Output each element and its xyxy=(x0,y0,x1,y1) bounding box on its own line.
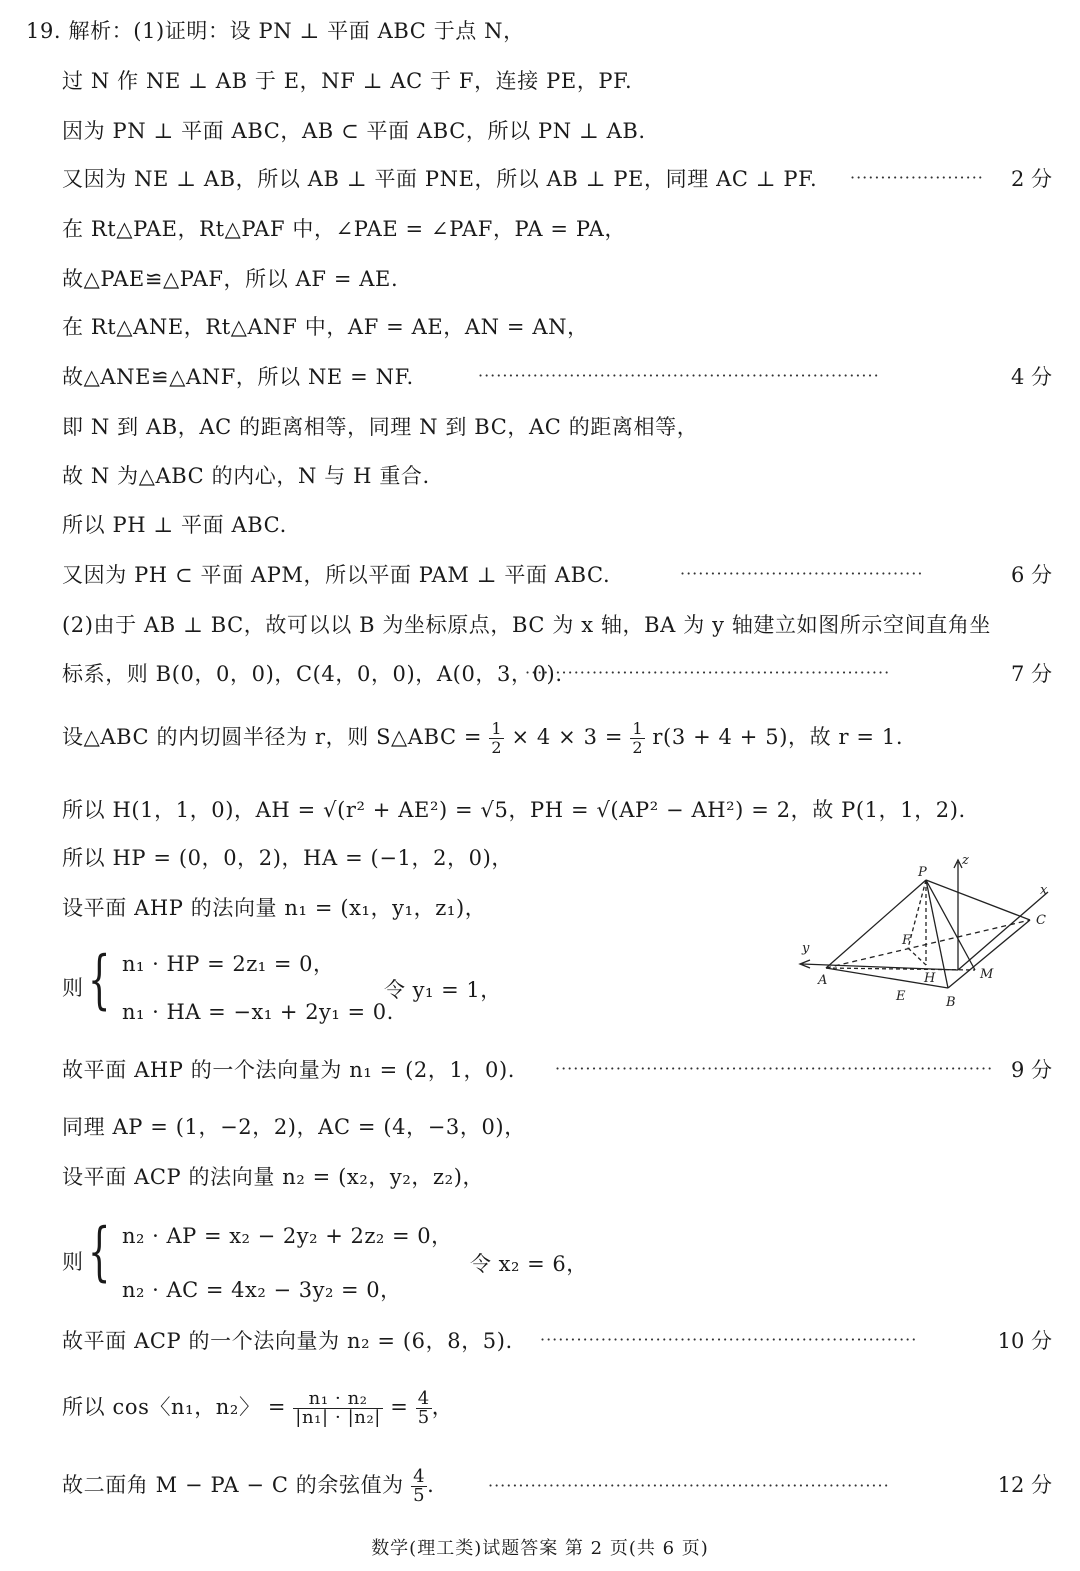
text-line-3: 因为 PN ⊥ 平面 ABC，AB ⊂ 平面 ABC，所以 PN ⊥ AB. xyxy=(62,119,646,143)
leader-dots: ···························································· xyxy=(525,663,891,682)
equals-text: = xyxy=(382,1395,416,1419)
text-line-22: 故平面 ACP 的一个法向量为 n₂ = (6，8，5). xyxy=(62,1329,513,1353)
fraction-numerator: 4 xyxy=(413,1466,426,1487)
equation-system-1 xyxy=(62,940,762,1035)
score-7: 7 分 xyxy=(1010,662,1052,686)
text-line-6: 故△PAE≌△PAF，所以 AF = AE. xyxy=(62,267,399,291)
text-line-10: 故 N 为△ABC 的内心，N 与 H 重合. xyxy=(62,464,430,488)
pyramid-diagram xyxy=(790,850,1060,1025)
text-line-15 xyxy=(62,720,1052,757)
label-h: H xyxy=(924,971,936,986)
equation-2: n₁ · HA = −x₁ + 2y₁ = 0. xyxy=(122,1000,394,1024)
text-line-19: 故平面 AHP 的一个法向量为 n₁ = (2，1，0). xyxy=(62,1058,516,1082)
text-line-16: 所以 H(1，1，0)，AH = √(r² + AE²) = √5，PH = √(AP² − AH²) = 2，故 P(1，1，2). xyxy=(62,798,966,822)
text-line-2: 过 N 作 NE ⊥ AB 于 E，NF ⊥ AC 于 F，连接 PE，PF. xyxy=(62,69,633,93)
fraction-denominator: 2 xyxy=(632,738,644,757)
text-line-17: 所以 HP = (0，0，2)，HA = (−1，2，0)， xyxy=(62,846,514,870)
score-2: 2 分 xyxy=(1010,167,1052,191)
label-x: x xyxy=(1040,883,1048,898)
radius-result-text: r(3 + 4 + 5)，故 r = 1. xyxy=(645,725,904,749)
text-line-21: 设平面 ACP 的法向量 n₂ = (x₂，y₂，z₂)， xyxy=(62,1165,485,1189)
brace-icon: { xyxy=(88,943,111,1017)
text-line-7: 在 Rt△ANE，Rt△ANF 中，AF = AE，AN = AN， xyxy=(62,315,589,339)
equation-1: n₁ · HP = 2z₁ = 0， xyxy=(122,952,335,976)
text-line-13: (2)由于 AB ⊥ BC，故可以以 B 为坐标原点，BC 为 x 轴，BA 为 y 轴建立如图所示空间直角坐 xyxy=(62,613,992,637)
fraction-result xyxy=(411,1468,427,1505)
fraction-denominator: 2 xyxy=(491,738,503,757)
score-6: 6 分 xyxy=(1010,563,1052,587)
score-12: 12 分 xyxy=(997,1473,1052,1497)
assumption-text: 令 y₁ = 1， xyxy=(384,978,502,1002)
text-line-18: 设平面 AHP 的法向量 n₁ = (x₁，y₁，z₁)， xyxy=(62,896,487,920)
label-e: E xyxy=(896,989,906,1004)
fraction-numerator: 1 xyxy=(491,719,503,738)
leader-dots: ········································································ xyxy=(555,1059,994,1078)
edge-pa xyxy=(826,880,926,968)
text-line-12: 又因为 PH ⊂ 平面 APM，所以平面 PAM ⊥ 平面 ABC. xyxy=(62,563,611,587)
fraction-numerator: 4 xyxy=(417,1388,430,1409)
label-z: z xyxy=(962,853,969,868)
assumption-text: 令 x₂ = 6， xyxy=(470,1252,588,1276)
fraction-result xyxy=(416,1390,432,1427)
text-line-11: 所以 PH ⊥ 平面 ABC. xyxy=(62,513,287,537)
leader-dots: ·································································· xyxy=(478,366,880,385)
leader-dots: ······················ xyxy=(850,168,984,187)
text-line-4: 又因为 NE ⊥ AB，所以 AB ⊥ 平面 PNE，所以 AB ⊥ PE，同理 AC ⊥ PF. xyxy=(62,167,818,191)
inradius-text: 设△ABC 的内切圆半径为 r，则 S△ABC = xyxy=(62,725,490,749)
label-a: A xyxy=(818,973,828,988)
label-y: y xyxy=(802,941,810,956)
fraction-denominator: 5 xyxy=(417,1407,430,1428)
pyramid-figure xyxy=(790,850,1060,1025)
edge-ac xyxy=(826,920,1030,968)
x-axis xyxy=(958,892,1048,970)
area-text: × 4 × 3 = xyxy=(504,725,631,749)
text-line-23: 所以 cos〈n₁，n₂〉 = $\frac{\text{n₁ · n₂}}{\text{|n₁| · |n₂|}}$ = $\frac{4}{5}$ ， xyxy=(62,1388,454,1428)
fraction-half xyxy=(630,720,645,757)
leader-dots: ······························································ xyxy=(540,1330,918,1349)
cos-text: 所以 cos〈n₁，n₂〉 = xyxy=(62,1395,294,1419)
brace-icon: { xyxy=(88,1215,111,1289)
equation-2: n₂ · AC = 4x₂ − 3y₂ = 0， xyxy=(122,1278,402,1302)
label-c: C xyxy=(1036,913,1046,928)
label-m: M xyxy=(980,967,994,982)
label-f: F xyxy=(902,933,912,948)
score-10: 10 分 xyxy=(997,1329,1052,1353)
text-line-8: 故△ANE≌△ANF，所以 NE = NF. xyxy=(62,365,414,389)
conclusion-text: 故二面角 M − PA − C 的余弦值为 xyxy=(62,1473,412,1497)
score-4: 4 分 xyxy=(1010,365,1052,389)
equation-system-2 xyxy=(62,1212,762,1307)
fraction-numerator: n₁ · n₂ xyxy=(293,1390,383,1409)
label-b: B xyxy=(946,995,956,1010)
text-line-5: 在 Rt△PAE，Rt△PAF 中，∠PAE = ∠PAF，PA = PA， xyxy=(62,217,627,241)
text-line-9: 即 N 到 AB，AC 的距离相等，同理 N 到 BC，AC 的距离相等， xyxy=(62,415,699,439)
fraction-denominator: |n₁| · |n₂| xyxy=(295,1407,381,1428)
text-line-1: 19. 解析：(1)证明：设 PN ⊥ 平面 ABC 于点 N， xyxy=(26,19,525,43)
period-text: . xyxy=(427,1473,435,1497)
fraction-cos xyxy=(293,1390,383,1427)
score-9: 9 分 xyxy=(1010,1058,1052,1082)
leader-dots: ········································ xyxy=(680,564,924,583)
label-p: P xyxy=(918,865,927,880)
fraction-half xyxy=(489,720,504,757)
leader-dots: ·································································· xyxy=(488,1476,890,1495)
text-line-14: 标系，则 B(0，0，0)，C(4，0，0)，A(0，3，0). xyxy=(62,662,563,686)
edge-pm xyxy=(926,880,975,970)
text-line-20: 同理 AP = (1，−2，2)，AC = (4，−3，0)， xyxy=(62,1115,526,1139)
page-footer: 数学(理工类)试题答案 第 2 页(共 6 页) xyxy=(371,1538,709,1559)
system-label: 则 xyxy=(62,1250,83,1274)
fraction-denominator: 5 xyxy=(413,1485,426,1506)
equation-1: n₂ · AP = x₂ − 2y₂ + 2z₂ = 0， xyxy=(122,1224,453,1248)
edge-pc xyxy=(926,880,1030,920)
fraction-numerator: 1 xyxy=(632,719,644,738)
system-label: 则 xyxy=(62,976,83,1000)
line-fh xyxy=(908,948,926,965)
